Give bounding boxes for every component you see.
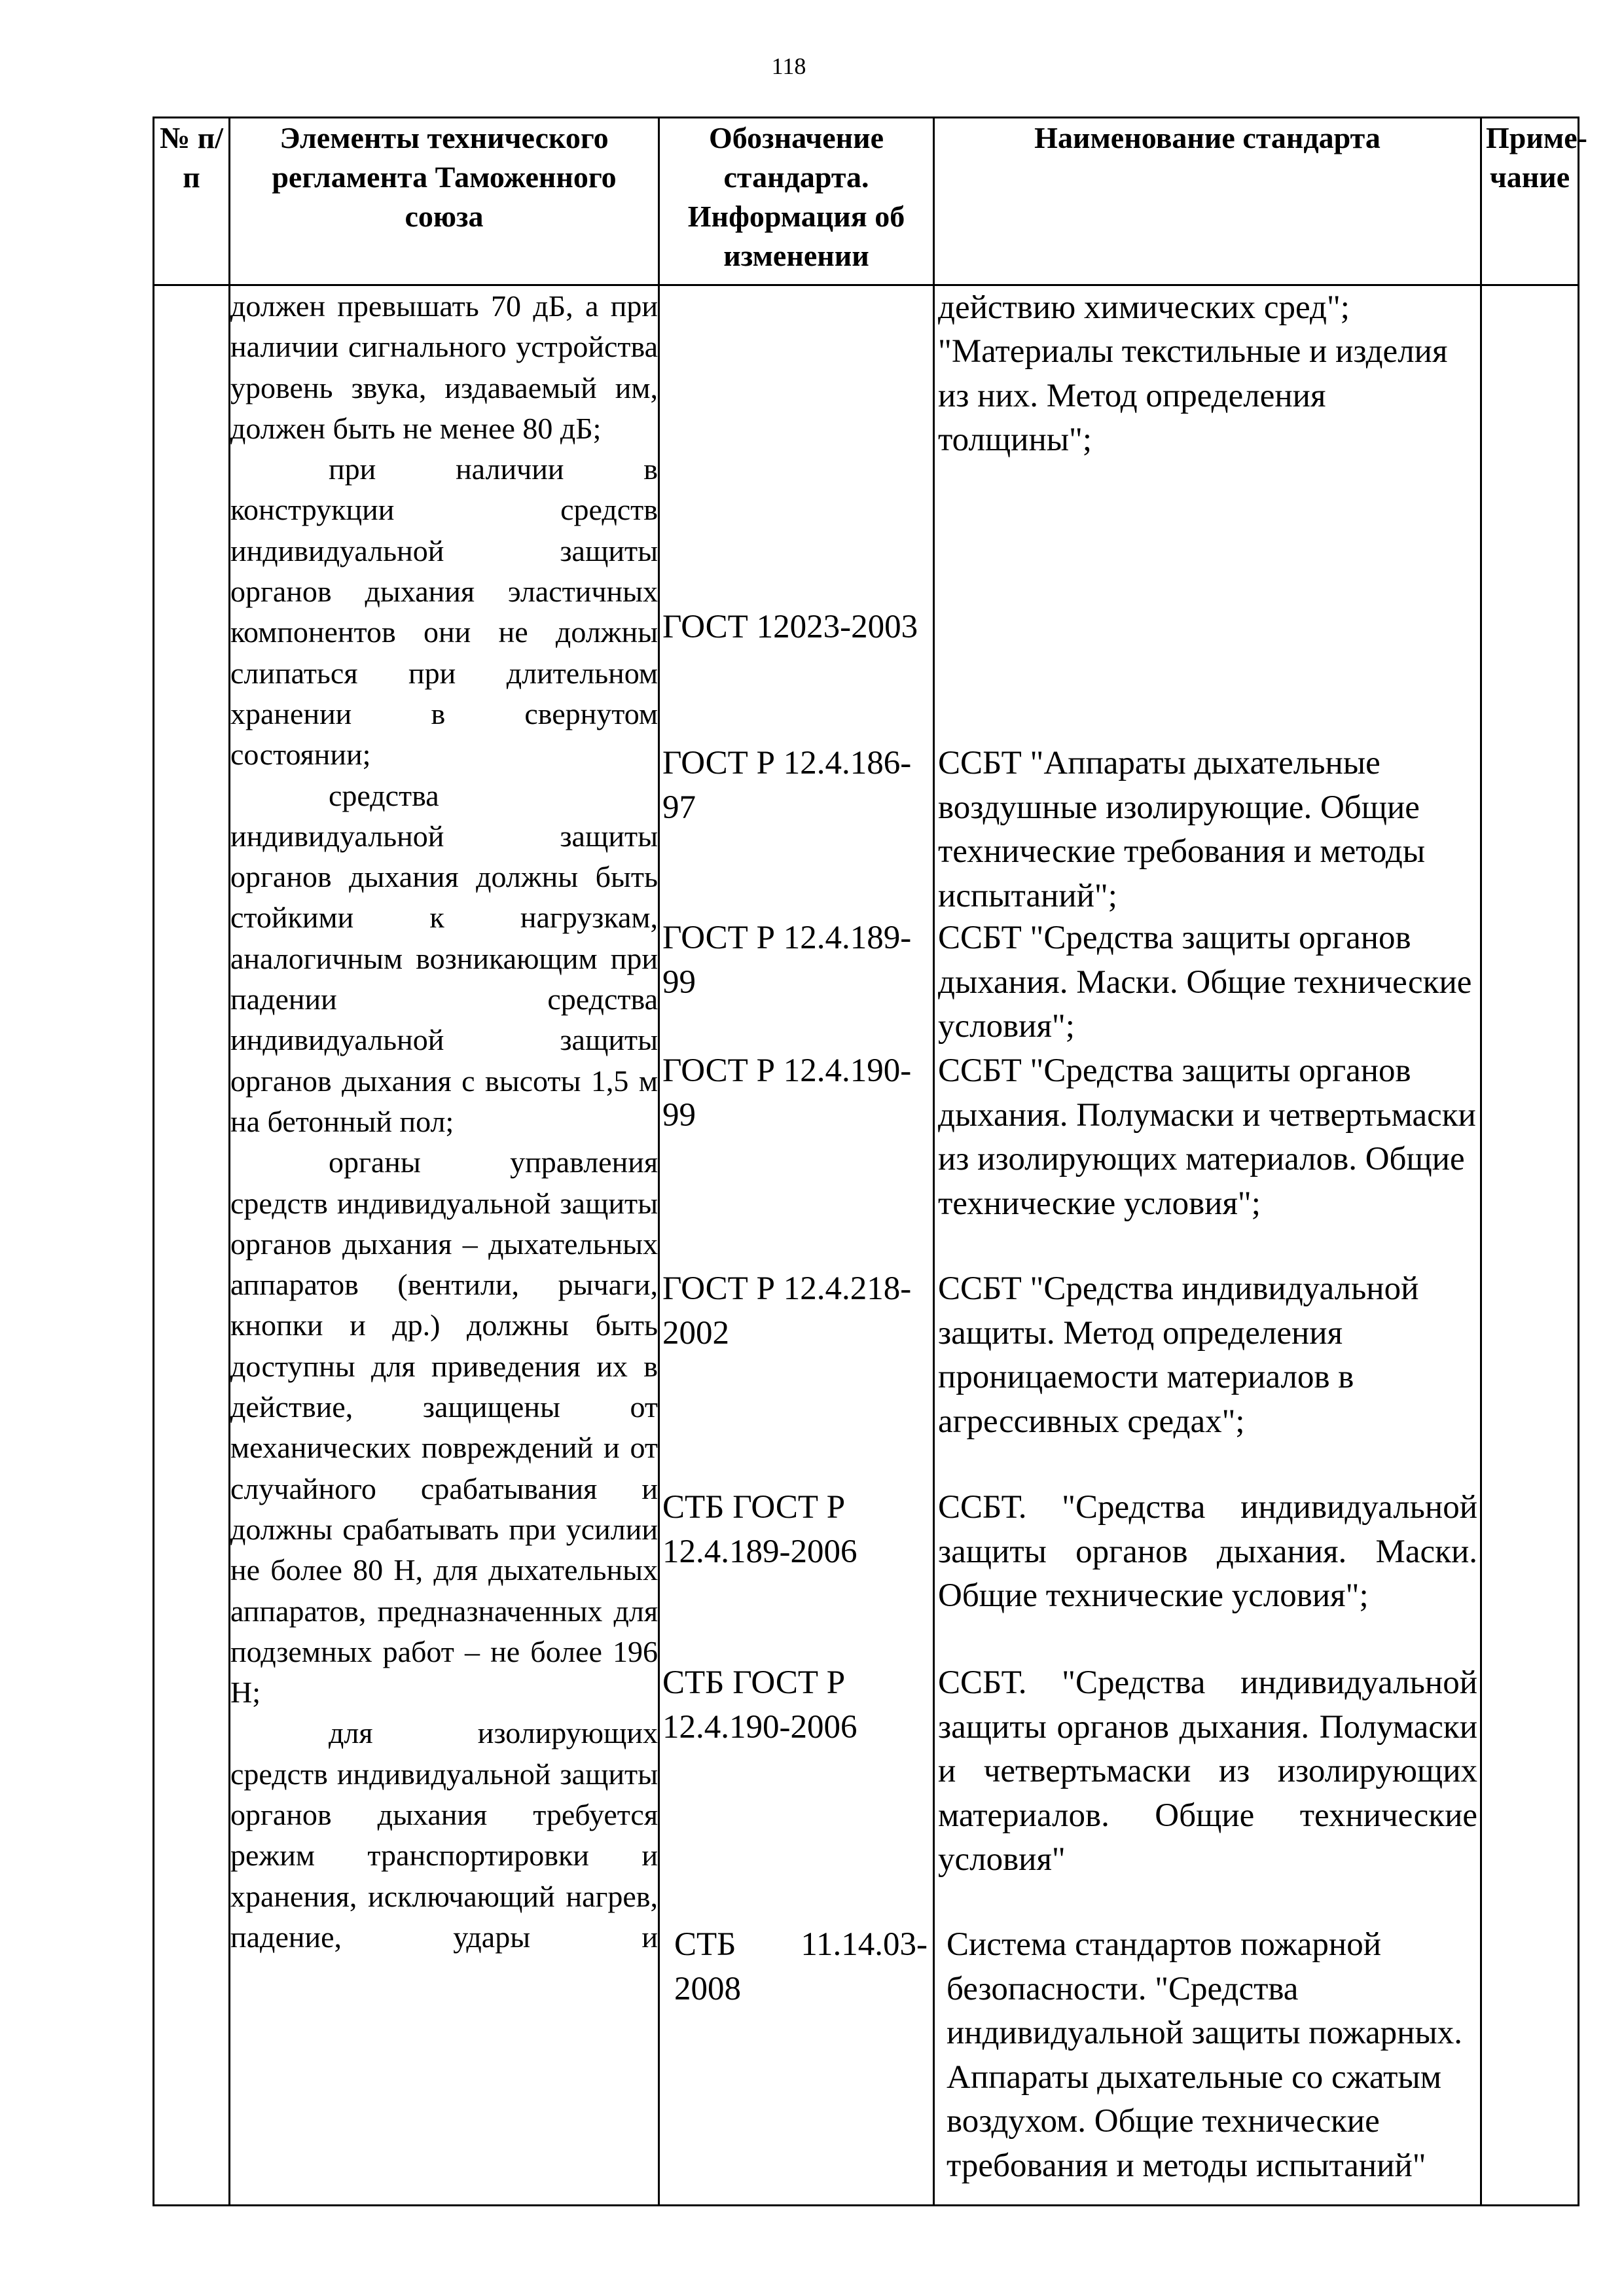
header-note: Приме- чание bbox=[1481, 118, 1579, 285]
standard-code: ГОСТ Р 12.4.186-97 bbox=[662, 745, 912, 826]
standard-code: ГОСТ Р 12.4.190-99 bbox=[662, 1052, 912, 1134]
standard-name: Система стандартов пожарной безопасности. "Средства индивидуальной защиты пожарных. Аппараты дыхательные со сжатым воздухом. Общие технические требования и методы испытаний" bbox=[947, 1926, 1462, 2184]
standard-name: ССБТ "Средства защиты органов дыхания. Полумаски и четвертьмаски из изолирующих материалов. Общие технические условия"; bbox=[938, 1052, 1476, 1222]
header-name: Наименование стандарта bbox=[934, 118, 1481, 285]
standard-name: ССБТ. "Средства индивидуальной защиты органов дыхания. Полумаски и четвертьмаски из изолирующих материалов. Общие технические условия" bbox=[938, 1664, 1477, 1878]
cell-designations bbox=[659, 285, 934, 2206]
standard-code: ГОСТ 12023-2003 bbox=[662, 609, 918, 645]
standard-code: СТБ ГОСТ Р 12.4.189-2006 bbox=[662, 1489, 857, 1570]
standards-table bbox=[153, 117, 1587, 2206]
header-number: № п/п bbox=[154, 118, 230, 285]
cell-number bbox=[154, 285, 230, 2206]
standard-name: "Материалы текстильные и изделия из них. Метод определения толщины"; bbox=[938, 333, 1448, 458]
requirement-paragraph: для изолирующих средств индивидуальной защиты органов дыхания требуется режим транспортировки и хранения, исключающий нагрев, падение, удары и bbox=[230, 1716, 658, 1954]
standard-name: ССБТ "Средства защиты органов дыхания. Маски. Общие технические условия"; bbox=[938, 920, 1472, 1045]
standard-code: ГОСТ Р 12.4.189-99 bbox=[662, 920, 912, 1001]
header-designation: Обозначение стандарта. Информация об изменении bbox=[659, 118, 934, 285]
standard-code: ГОСТ Р 12.4.218-2002 bbox=[662, 1270, 912, 1352]
requirement-paragraph: средства индивидуальной защиты органов дыхания должны быть стойкими к нагрузкам, аналогичным возникающим при падении средства индивидуальной защиты органов дыхания с высоты 1,5 м на бетонный пол; bbox=[230, 778, 658, 1138]
standard-name: ССБТ. "Средства индивидуальной защиты органов дыхания. Маски. Общие технические условия"; bbox=[938, 1489, 1477, 1614]
standard-name-continuation: действию химических сред"; bbox=[938, 289, 1350, 326]
cell-note bbox=[1481, 285, 1579, 2206]
requirement-paragraph: должен превышать 70 дБ, а при наличии сигнального устройства уровень звука, издаваемый им, должен быть не менее 80 дБ; bbox=[230, 289, 658, 445]
table-header-row bbox=[154, 118, 1579, 285]
requirement-paragraph: органы управления средств индивидуальной защиты органов дыхания – дыхательных аппаратов (вентили, рычаги, кнопки и др.) должны быть доступны для приведения их в действие, защищены от механических повреждений и от случайного срабатывания и должны срабатывать при усилии не более 80 Н, для дыхательных аппаратов, предназначенных для подземных работ – не более 196 Н; bbox=[230, 1145, 658, 1710]
standard-code: СТБ ГОСТ Р 12.4.190-2006 bbox=[662, 1664, 857, 1746]
cell-standard-names bbox=[934, 285, 1481, 2206]
cell-requirements bbox=[230, 285, 659, 2206]
header-elements: Элементы технического регламента Таможенного союза bbox=[230, 118, 659, 285]
standard-name: ССБТ "Аппараты дыхательные воздушные изолирующие. Общие технические требования и методы испытаний"; bbox=[938, 745, 1426, 914]
table-row bbox=[154, 285, 1579, 2206]
standard-code: СТБ 11.14.03-2008 bbox=[674, 1926, 928, 2007]
standard-name: ССБТ "Средства индивидуальной защиты. Метод определения проницаемости материалов в агрессивных средах"; bbox=[938, 1270, 1419, 1440]
requirement-paragraph: при наличии в конструкции средств индивидуальной защиты органов дыхания эластичных компонентов они не должны слипаться при длительном хранении в свернутом состоянии; bbox=[230, 452, 658, 772]
page-number: 118 bbox=[771, 53, 806, 79]
